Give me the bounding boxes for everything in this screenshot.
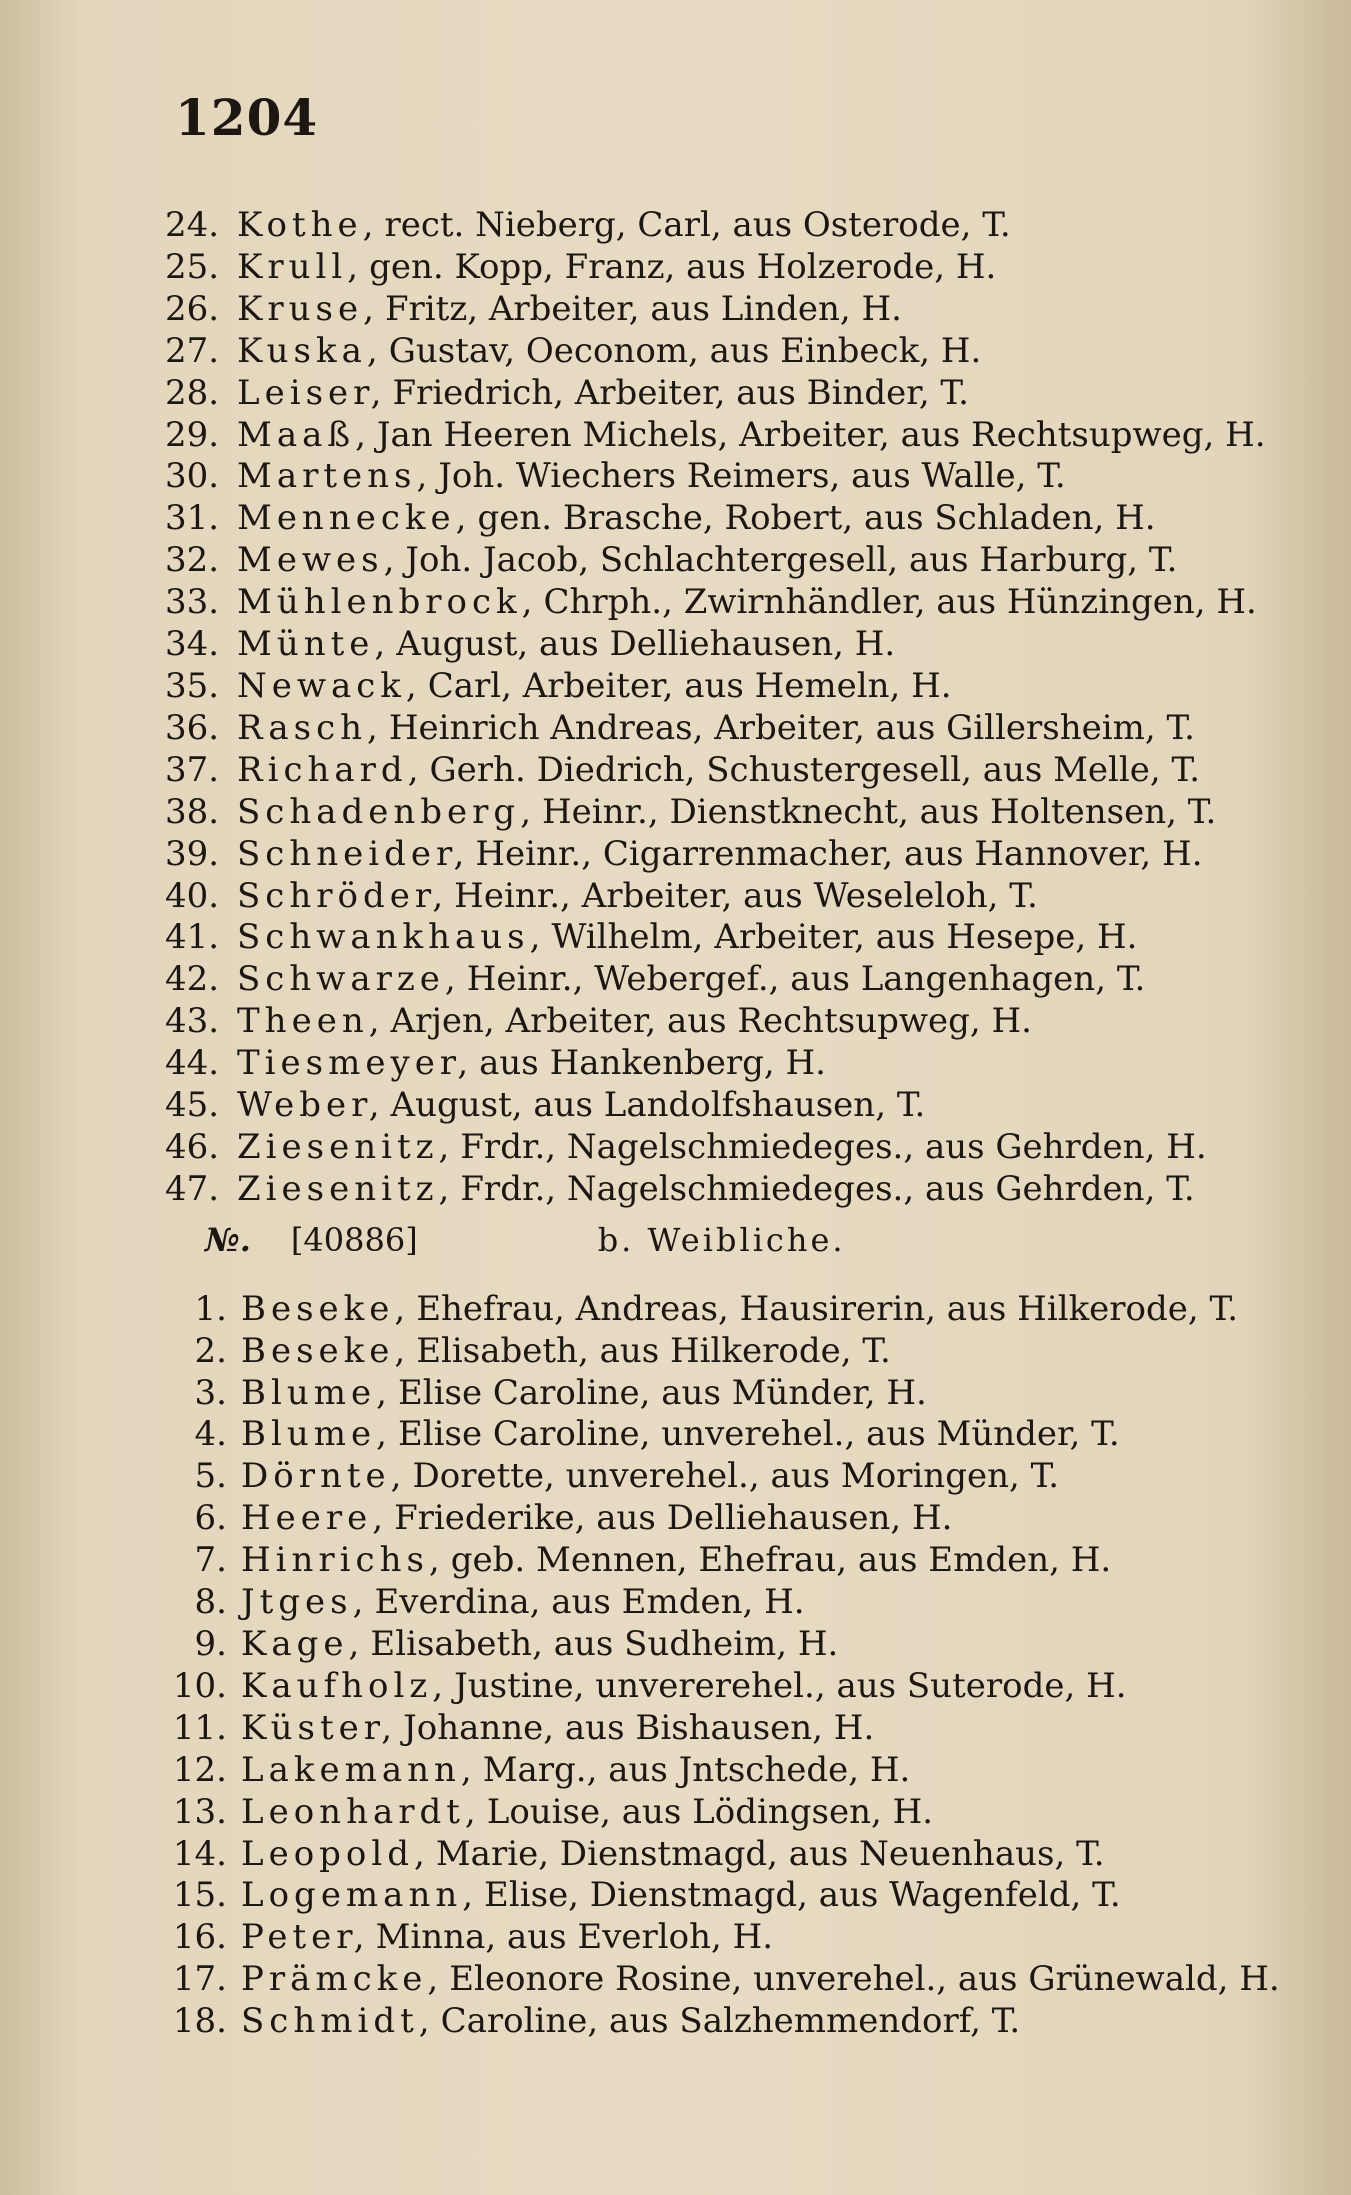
list-item	[165, 750, 1291, 792]
list-item	[165, 1169, 1291, 1211]
entry-details: Minna, aus Everloh, H.	[375, 1917, 774, 1958]
entry-name: Ziesenitz,	[237, 1168, 455, 1209]
entry-name: Mennecke,	[237, 498, 472, 539]
entry-name: Leonhardt,	[241, 1791, 481, 1832]
entry-number: 41.	[165, 917, 220, 958]
list-item	[165, 792, 1291, 834]
page-number: 1204	[175, 88, 319, 147]
entry-name: Schwankhaus,	[237, 917, 546, 958]
entry-name: Küster,	[241, 1707, 398, 1748]
list-item	[165, 205, 1291, 247]
entry-name: Leiser,	[237, 372, 387, 413]
entry-number: 31.	[165, 498, 220, 539]
entry-name: Lakemann,	[241, 1749, 477, 1790]
section-reference: [40886]	[290, 1220, 418, 1259]
entry-name: Mühlenbrock,	[237, 582, 538, 623]
entry-number: 44.	[165, 1043, 220, 1084]
entry-details: August, aus Delliehausen, H.	[396, 624, 896, 665]
list-item	[165, 1289, 1291, 1331]
entry-number: 38.	[165, 791, 220, 832]
entry-name: Kuska,	[237, 330, 383, 371]
entry-details: Ehefrau, Andreas, Hausirerin, aus Hilkerode, T.	[416, 1288, 1239, 1329]
list-item	[165, 1834, 1291, 1876]
entry-details: Heinr., Webergef., aus Langenhagen, T.	[466, 959, 1146, 1000]
list-item	[165, 1708, 1291, 1750]
entry-name: Theen,	[237, 1001, 385, 1042]
list-item	[165, 456, 1291, 498]
entry-name: Beseke,	[241, 1288, 411, 1329]
entry-number: 16.	[172, 1917, 227, 1958]
section-title: b. Weibliche.	[597, 1220, 846, 1259]
list-item	[165, 1959, 1291, 2001]
section-b-header	[205, 1221, 1291, 1273]
list-item	[165, 1001, 1291, 1043]
entry-number: 27.	[165, 330, 220, 371]
entry-details: Johanne, aus Bishausen, H.	[403, 1707, 875, 1748]
entry-name: Martens,	[237, 456, 433, 497]
section-b-list	[165, 1289, 1291, 2043]
entry-name: Richard,	[237, 749, 424, 790]
entry-details: geb. Mennen, Ehefrau, aus Emden, H.	[450, 1540, 1112, 1581]
entry-number: 26.	[165, 288, 220, 329]
entry-details: August, aus Landolfshausen, T.	[390, 1085, 926, 1126]
entry-details: Arjen, Arbeiter, aus Rechtsupweg, H.	[390, 1001, 1032, 1042]
list-item	[165, 1792, 1291, 1834]
entry-number: 13.	[172, 1791, 227, 1832]
entry-number: 42.	[165, 959, 220, 1000]
entry-details: Gustav, Oeconom, aus Einbeck, H.	[388, 330, 982, 371]
list-item	[165, 876, 1291, 918]
entry-details: Chrph., Zwirnhändler, aus Hünzingen, H.	[543, 582, 1257, 623]
entry-details: Fritz, Arbeiter, aus Linden, H.	[384, 288, 902, 329]
list-item	[165, 1331, 1291, 1373]
entry-number: 12.	[172, 1749, 227, 1790]
list-item	[165, 247, 1291, 289]
entry-number: 8.	[194, 1582, 227, 1623]
list-item	[165, 624, 1291, 666]
entry-number: 33.	[165, 582, 220, 623]
entry-name: Kothe,	[237, 205, 379, 245]
entry-number: 11.	[172, 1707, 227, 1748]
entry-name: Krull,	[237, 246, 364, 287]
entry-details: Gerh. Diedrich, Schustergesell, aus Melle, T.	[429, 749, 1201, 790]
entry-name: Logemann,	[241, 1875, 479, 1916]
list-item	[165, 498, 1291, 540]
entry-number: 1.	[194, 1288, 227, 1329]
entry-details: Elisabeth, aus Hilkerode, T.	[416, 1330, 891, 1371]
entry-name: Rasch,	[237, 707, 383, 748]
entry-details: Elisabeth, aus Sudheim, H.	[370, 1624, 839, 1664]
entry-number: 47.	[165, 1168, 220, 1209]
entry-details: Carl, Arbeiter, aus Hemeln, H.	[427, 665, 952, 706]
entry-details: Everdina, aus Emden, H.	[374, 1582, 805, 1623]
list-item	[165, 415, 1291, 457]
entry-name: Schwarze,	[237, 959, 461, 1000]
entry-details: Wilhelm, Arbeiter, aus Hesepe, H.	[551, 917, 1138, 958]
entry-number: 37.	[165, 749, 220, 790]
entry-name: Newack,	[237, 665, 422, 706]
entry-number: 24.	[165, 205, 220, 245]
list-item	[165, 666, 1291, 708]
entry-number: 15.	[172, 1875, 227, 1916]
entry-details: gen. Brasche, Robert, aus Schladen, H.	[477, 498, 1156, 539]
list-item	[165, 1875, 1291, 1917]
list-item	[165, 2001, 1291, 2043]
entry-details: gen. Kopp, Franz, aus Holzerode, H.	[369, 246, 997, 287]
entry-number: 34.	[165, 624, 220, 665]
entry-number: 10.	[172, 1665, 227, 1706]
entry-number: 4.	[194, 1414, 227, 1455]
entry-name: Blume,	[241, 1372, 392, 1413]
entry-details: Justine, unvererehel., aus Suterode, H.	[454, 1665, 1127, 1706]
entry-details: Elise Caroline, aus Münder, H.	[397, 1372, 927, 1413]
entry-name: Weber,	[237, 1085, 385, 1126]
list-item	[165, 1085, 1291, 1127]
list-item	[165, 1456, 1291, 1498]
entry-number: 3.	[194, 1372, 227, 1413]
entry-details: Marg., aus Jntschede, H.	[482, 1749, 911, 1790]
entry-details: Elise Caroline, unverehel., aus Münder, T.	[397, 1414, 1120, 1455]
entry-details: Heinr., Arbeiter, aus Weseleloh, T.	[454, 875, 1038, 916]
entry-name: Mewes,	[237, 540, 400, 581]
section-number-label: №.	[205, 1220, 251, 1259]
entry-number: 36.	[165, 707, 220, 748]
entry-number: 32.	[165, 540, 220, 581]
entry-name: Prämcke,	[241, 1959, 444, 2000]
entry-details: aus Hankenberg, H.	[479, 1043, 826, 1084]
list-item	[165, 1624, 1291, 1666]
entry-number: 2.	[194, 1330, 227, 1371]
entry-name: Schröder,	[237, 875, 449, 916]
list-item	[165, 289, 1291, 331]
entry-number: 45.	[165, 1085, 220, 1126]
list-item	[165, 834, 1291, 876]
list-item	[165, 331, 1291, 373]
entry-number: 35.	[165, 665, 220, 706]
list-item	[165, 1540, 1291, 1582]
entry-number: 28.	[165, 372, 220, 413]
list-item	[165, 959, 1291, 1001]
list-item	[165, 917, 1291, 959]
entry-name: Schmidt,	[241, 2001, 435, 2042]
entry-name: Blume,	[241, 1414, 392, 1455]
list-item	[165, 1373, 1291, 1415]
section-a-list	[165, 205, 1291, 1211]
list-item	[165, 1582, 1291, 1624]
entry-details: Joh. Wiechers Reimers, aus Walle, T.	[438, 456, 1066, 497]
entry-number: 9.	[194, 1624, 227, 1664]
entry-name: Beseke,	[241, 1330, 411, 1371]
entry-name: Maaß,	[237, 414, 371, 455]
entry-details: Heinr., Cigarrenmacher, aus Hannover, H.	[475, 833, 1203, 874]
entry-name: Schadenberg,	[237, 791, 536, 832]
entry-number: 6.	[194, 1498, 227, 1539]
entry-number: 25.	[165, 246, 220, 287]
list-item	[165, 1750, 1291, 1792]
entry-name: Kage,	[241, 1624, 365, 1664]
entry-details: Joh. Jacob, Schlachtergesell, aus Harburg, T.	[405, 540, 1178, 581]
entry-number: 18.	[172, 2001, 227, 2042]
list-item	[165, 1127, 1291, 1169]
entry-details: Eleonore Rosine, unverehel., aus Grünewald, H.	[449, 1959, 1280, 2000]
list-item	[165, 373, 1291, 415]
entry-name: Kaufholz,	[241, 1665, 449, 1706]
entry-details: Frdr., Nagelschmiedeges., aus Gehrden, H.	[460, 1126, 1207, 1167]
entry-details: Elise, Dienstmagd, aus Wagenfeld, T.	[484, 1875, 1121, 1916]
entry-details: Caroline, aus Salzhemmendorf, T.	[440, 2001, 1021, 2042]
entry-name: Schneider,	[237, 833, 470, 874]
entry-name: Heere,	[241, 1498, 389, 1539]
entry-details: Heinrich Andreas, Arbeiter, aus Gillersheim, T.	[388, 707, 1195, 748]
entry-details: Friederike, aus Delliehausen, H.	[394, 1498, 953, 1539]
list-item	[165, 1414, 1291, 1456]
list-item	[165, 1666, 1291, 1708]
entry-name: Münte,	[237, 624, 391, 665]
entry-details: Frdr., Nagelschmiedeges., aus Gehrden, T.	[460, 1168, 1195, 1209]
entry-name: Jtges,	[241, 1582, 369, 1623]
entry-number: 7.	[194, 1540, 227, 1581]
entry-number: 14.	[172, 1833, 227, 1874]
entry-details: rect. Nieberg, Carl, aus Osterode, T.	[384, 205, 1011, 245]
entry-name: Hinrichs,	[241, 1540, 445, 1581]
entry-number: 40.	[165, 875, 220, 916]
entry-number: 17.	[172, 1959, 227, 2000]
list-item	[165, 582, 1291, 624]
list-item	[165, 1917, 1291, 1959]
list-item	[165, 1043, 1291, 1085]
entry-details: Jan Heeren Michels, Arbeiter, aus Rechtsupweg, H.	[376, 414, 1266, 455]
list-item	[165, 1498, 1291, 1540]
entry-number: 46.	[165, 1126, 220, 1167]
list-item	[165, 708, 1291, 750]
entry-number: 39.	[165, 833, 220, 874]
entry-details: Dorette, unverehel., aus Moringen, T.	[412, 1456, 1060, 1497]
entry-number: 43.	[165, 1001, 220, 1042]
list-item	[165, 540, 1291, 582]
entry-name: Leopold,	[241, 1833, 430, 1874]
entry-details: Friedrich, Arbeiter, aus Binder, T.	[392, 372, 969, 413]
entry-name: Dörnte,	[241, 1456, 407, 1497]
entry-name: Kruse,	[237, 288, 379, 329]
entry-number: 29.	[165, 414, 220, 455]
entry-name: Peter,	[241, 1917, 370, 1958]
entry-name: Tiesmeyer,	[237, 1043, 474, 1084]
entry-details: Heinr., Dienstknecht, aus Holtensen, T.	[542, 791, 1217, 832]
entry-details: Louise, aus Lödingsen, H.	[486, 1791, 934, 1832]
entry-name: Ziesenitz,	[237, 1126, 455, 1167]
entry-details: Marie, Dienstmagd, aus Neuenhaus, T.	[435, 1833, 1105, 1874]
entry-number: 5.	[194, 1456, 227, 1497]
entry-number: 30.	[165, 456, 220, 497]
